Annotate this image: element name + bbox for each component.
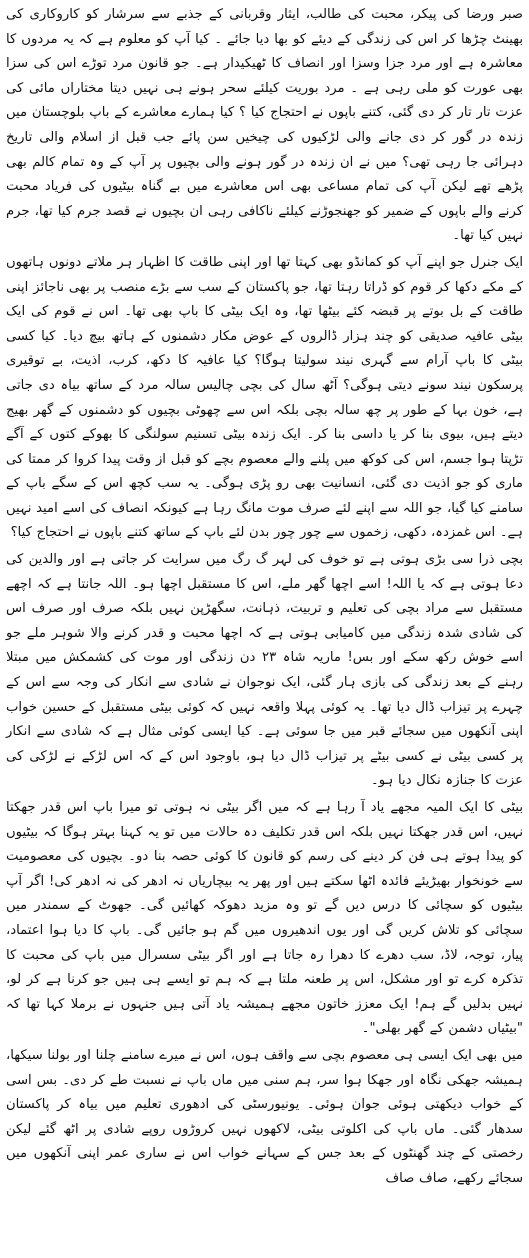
paragraph-4: بیٹی کا ایک المیہ مجھے یاد آ رہا ہے کہ میں اگر بیٹی نہ ہوتی تو میرا باپ اس قدر جھکتا نہیں، اس قدر جھکتا نہیں بلکہ اس قدر تکلیف دہ حالات میں تو یہ کہنا بہتر ہوگا کہ بیٹیوں کو پیدا ہوتے ہی فن کر دینے کی رسم کو قانون کا کوئی حصہ بنا دو۔ بچیوں کی معصومیت سے خونخوار بھیڑیئے فائدہ اٹھا سکتے ہیں اور پھر یہ بیچاریاں نہ ادھر کی نہ ادھر کی! اگر آپ بیٹیوں کو سچائی کا درس دیں گے تو وہ مزید دھوکہ کھائیں گی۔ جھوٹ کے سمندر میں سچائی کو تلاش کریں گی اور یوں اندھیروں میں گم ہو جائیں گی۔ باپ کا دیا ہوا اعتماد، پیار، توجہ، لاڈ، سب دھرے کا دھرا رہ جاتا ہے اور اگر بیٹی سسرال میں باپ کی محبت کا تذکرہ کرے تو اور مشکل، اس پر طعنہ ملتا ہے کہ ہم تو ایسے ہی ہیں جو کرنا ہے کر لو، نہیں بدلیں گے ہم! ایک معزز خاتون مجھے ہمیشہ یاد آتی ہیں جنہوں نے برملا کہا تھا کہ "بیٹیاں دشمن کے گھر بھلی"۔ [6, 800, 523, 1037]
paragraph-5: میں بھی ایک ایسی ہی معصوم بچی سے واقف ہوں، اس نے میرے سامنے چلنا اور بولنا سیکھا، ہمیشہ جھکی نگاہ اور جھکا ہوا سر، ہم سنی میں ماں باپ نے نسبت طے کر دی۔ بس اسی کے خواب دیکھتی ہوئی جوان ہوئی۔ یونیورسٹی کی ادھوری تعلیم میں بیاہ کر پاکستان سدھار گئی۔ ماں باپ کی اکلوتی بیٹی، لاکھوں نہیں کروڑوں روپے شادی پر اٹھ گئے لیکن رخصتی کے چند گھنٹوں کے بعد جس کے سہانے خواب اس نے ساری عمر اپنی آنکھوں میں سجائے رکھے، صاف صاف [6, 1047, 523, 1186]
paragraph-2: ایک جنرل جو اپنے آپ کو کمانڈو بھی کہتا تھا اور اپنی طاقت کا اظہار ہر ملاتے دونوں ہاتھوں کے مکے دکھا کر قوم کو ڈراتا رہتا تھا، جو پاکستان کے سب سے بڑے منصب پر بھی ناجائز اپنی طاقت کے بل بوتے پر قبضہ کئے بیٹھا تھا، وہ ایک بیٹی کا باپ بھی تھا۔ اس نے قوم کی ایک بیٹی عافیہ صدیقی کو چند ہزار ڈالروں کے عوض مکار دشمنوں کے ہاتھ بیچ دیا۔ کیا کسی بیٹی کا باپ آرام سے گہری نیند سولیتا ہوگا؟ کیا عافیہ کا دکھ، کرب، اذیت، بے توقیری پرسکون نیند سونے دیتی ہوگی؟ آٹھ سال کی بچی چالیس سالہ مرد کے ساتھ بیاہ دی جاتی ہے، خون بہا کے طور پر چھ سالہ بچی بلکہ اس سے چھوٹی بچیوں کو دشمنوں کے گھر بھیج دیتے ہیں، بیوی بنا کر یا داسی بنا کر۔ ایک زندہ بیٹی تسنیم سولنگی کا بھوکے کتوں کے آگے تڑپتا ہوا جسم، اس کی کوکھ میں پلنے والے معصوم بچے کو قبل از وقت پیدا کروا کر ممتا کی ماری کو جو اذیت دی گئی، انسانیت بھی رو پڑی ہوگی۔ یہ سب کچھ اس کے سگے باپ کے سامنے کیا گیا، جو اللہ سے اپنے لئے صرف موت مانگ رہا ہے کیونکہ انصاف کی اسے امید نہیں ہے۔ اس غمزدہ، دکھی، زخموں سے چور چور بدن لئے باپ کے ساتھ کتنے باپوں نے احتجاج کیا؟ [6, 254, 523, 541]
paragraph-3: بچی ذرا سی بڑی ہوتی ہے تو خوف کی لہر گ رگ میں سرایت کر جاتی ہے اور والدین کی دعا ہوتی ہے کہ یا اللہ! اسے اچھا گھر ملے، اس کا مستقبل اچھا ہو۔ اللہ جانتا ہے کہ اچھے مستقبل سے مراد بچی کی تعلیم و تربیت، ذہانت، سگھڑپن نہیں بلکہ صرف اور صرف اس کی شادی شدہ زندگی میں کامیابی ہوتی ہے کہ اچھا محبت و قدر کرنے والا شوہر ملے جو اسے خوش رکھ سکے اور بس! ماریہ شاہ ۲۳ دن زندگی اور موت کی کشمکش میں مبتلا رہنے کے بعد زندگی کی بازی ہار گئی، ایک نوجوان نے شادی سے انکار کی وجہ سے اس کے چہرے پر تیزاب ڈال دیا تھا۔ یہ کوئی پہلا واقعہ نہیں کہ کوئی بیٹی مستقبل کے حسین خواب اپنی آنکھوں میں سجائے قبر میں جا سوئی ہے۔ کیا ایسی کوئی مثال ہے کہ شادی سے انکار پر کسی بیٹی نے کسی بیٹے پر تیزاب ڈال دیا ہو، باوجود اس کے کہ اس لڑکے نے لڑکی کی عزت کا جنازہ نکال دیا ہو۔ [6, 552, 523, 789]
paragraph-1: صبر ورضا کی پیکر، محبت کی طالب، ایثار وقربانی کے جذبے سے سرشار کو کاروکاری کی بھینٹ چڑھا کر اس کی زندگی کے دیئے کو بھا دیا جائے ۔ کیا آپ کو معلوم ہے کہ یہ مردوں کا معاشرہ ہے اور مرد جزا وسزا اور انصاف کا ٹھیکیدار ہے۔ جو قانون مرد توڑے اس کی سزا بھی عورت کو ملی رہی ہے ۔ مرد بوریت کیلئے سحر ہونے ہی نہیں دیتا مختاراں مائی کی عزت تار تار کر دی گئی، کتنے باپوں نے احتجاج کیا ؟ کیا ہمارے معاشرے کے باپ بلوچستان میں زندہ در گور کر دی جانے والی لڑکیوں کی چیخیں سن پائے جب قبل از اسلام والی تاریخ دہرائی جا رہی تھی؟ میں نے ان زندہ در گور ہونے والی بچیوں پر آپ کے وہ تمام کالم بھی پڑھے تھے لیکن آپ کی تمام مساعی بھی اس معاشرے میں بے گناہ بیٹیوں کی فریاد محبت کرنے والے باپوں کے ضمیر کو جھنجوڑنے کیلئے ناکافی رہی ان بچیوں نے قصد جرم کیا تھا، جرم نہیں کیا تھا۔ [6, 7, 523, 244]
